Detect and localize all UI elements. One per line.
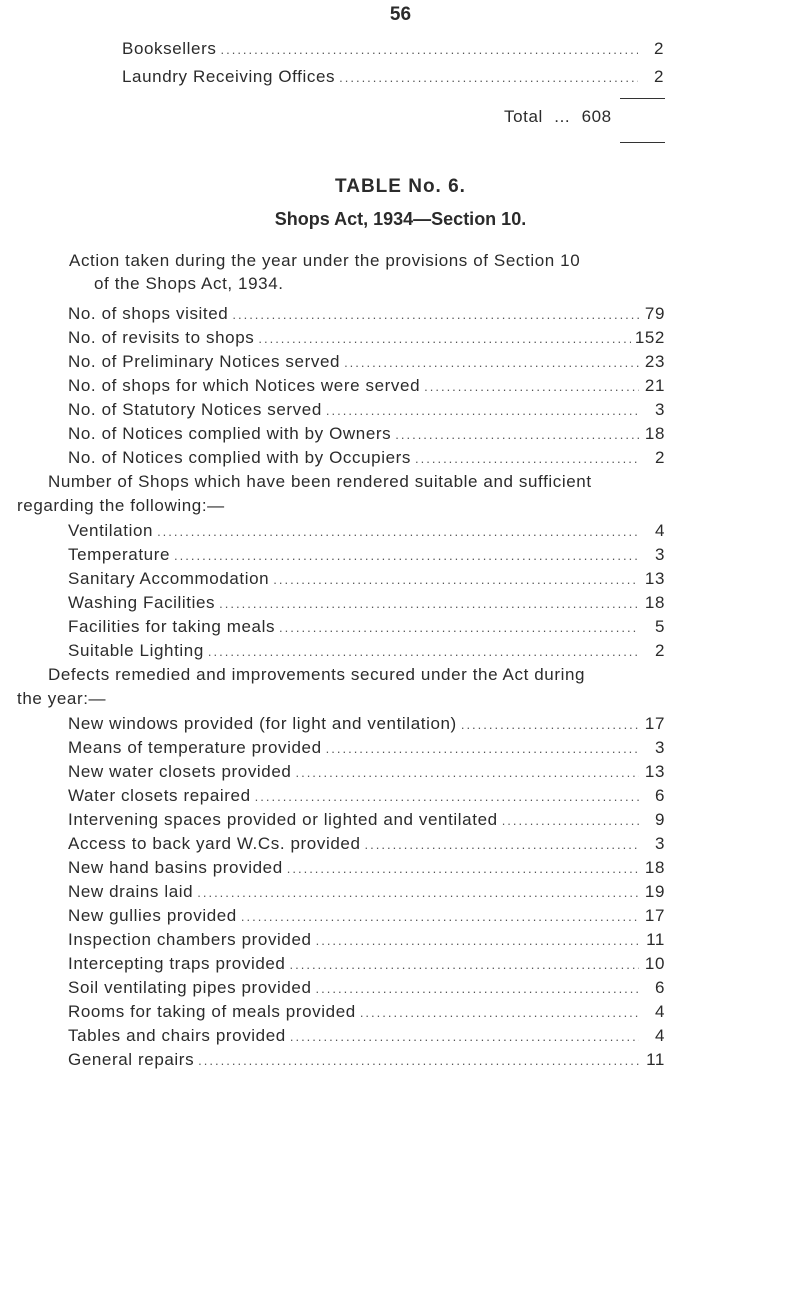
leader-dots <box>220 39 638 61</box>
item-value: 6 <box>654 786 665 805</box>
item-value: 21 <box>644 376 665 395</box>
leader-dots <box>279 617 639 639</box>
leader-dots <box>344 352 639 374</box>
list-item <box>68 857 665 880</box>
list-item <box>68 399 665 422</box>
item-label: No. of Notices complied with by Occupiers <box>68 448 412 467</box>
item-label: Water closets repaired <box>68 786 251 805</box>
list-item <box>68 351 665 374</box>
total-top-rule <box>620 98 665 99</box>
item-label: No. of Notices complied with by Owners <box>68 424 392 443</box>
item-label: General repairs <box>68 1050 195 1069</box>
leader-dots <box>273 569 639 591</box>
item-value: 3 <box>654 738 665 757</box>
list-item <box>68 544 665 567</box>
item-value: 5 <box>654 617 665 636</box>
list-item <box>68 953 665 976</box>
list-item <box>68 713 665 736</box>
list-item <box>68 905 665 928</box>
item-value: 4 <box>654 521 665 540</box>
list-item <box>122 66 664 89</box>
list-item <box>68 616 665 639</box>
leader-dots <box>287 858 639 880</box>
item-label: No. of shops for which Notices were served <box>68 376 421 395</box>
leader-dots <box>157 521 639 543</box>
item-value: 2 <box>654 641 665 660</box>
item-label: Access to back yard W.Cs. provided <box>68 834 361 853</box>
item-value: 18 <box>644 424 665 443</box>
leader-dots <box>219 593 639 615</box>
intro-line-2: of the Shops Act, 1934. <box>94 274 284 293</box>
leader-dots <box>461 714 639 736</box>
leader-dots <box>197 882 639 904</box>
suitable-intro-line-2: regarding the following:— <box>17 496 225 515</box>
leader-dots <box>290 1026 639 1048</box>
list-item <box>68 592 665 615</box>
page-number: 56 <box>389 4 412 25</box>
item-value: 4 <box>654 1002 665 1021</box>
item-value: 17 <box>644 906 665 925</box>
item-value: 13 <box>644 569 665 588</box>
list-item <box>68 568 665 591</box>
leader-dots <box>258 328 630 350</box>
list-item <box>68 640 665 663</box>
leader-dots <box>241 906 639 928</box>
item-label: New hand basins provided <box>68 858 283 877</box>
leader-dots <box>316 930 639 952</box>
item-label: Ventilation <box>68 521 154 540</box>
item-label: Inspection chambers provided <box>68 930 312 949</box>
defects-intro-line-1: Defects remedied and improvements secured under the Act during <box>48 665 586 684</box>
item-label: Tables and chairs provided <box>68 1026 286 1045</box>
leader-dots <box>339 67 638 89</box>
leader-dots <box>316 978 639 1000</box>
total-bottom-rule <box>620 142 665 143</box>
list-item <box>68 423 665 446</box>
list-item <box>68 833 665 856</box>
list-item <box>68 881 665 904</box>
total-dots: ... <box>554 107 571 126</box>
item-label: No. of revisits to shops <box>68 328 255 347</box>
leader-dots <box>290 954 640 976</box>
item-label: Facilities for taking meals <box>68 617 276 636</box>
item-value: 23 <box>644 352 665 371</box>
item-value: 11 <box>646 1050 665 1069</box>
total-row <box>504 107 612 127</box>
list-item <box>68 761 665 784</box>
item-label: Means of temperature provided <box>68 738 322 757</box>
list-item <box>68 1049 665 1072</box>
item-value: 79 <box>644 304 665 323</box>
total-value: 608 <box>581 107 612 126</box>
leader-dots <box>295 762 639 784</box>
item-value: 17 <box>644 714 665 733</box>
list-item <box>68 977 665 1000</box>
item-label: Intercepting traps provided <box>68 954 286 973</box>
item-label: Suitable Lighting <box>68 641 204 660</box>
item-label: Soil ventilating pipes provided <box>68 978 312 997</box>
item-label: New gullies provided <box>68 906 237 925</box>
list-item <box>122 38 664 61</box>
item-label: New water closets provided <box>68 762 292 781</box>
item-label: Booksellers <box>122 39 217 58</box>
leader-dots <box>174 545 639 567</box>
list-item <box>68 1001 665 1024</box>
table-heading: TABLE No. 6. <box>335 176 466 197</box>
item-value: 6 <box>654 978 665 997</box>
leader-dots <box>255 786 639 808</box>
item-label: New windows provided (for light and ventilation) <box>68 714 457 733</box>
item-value: 18 <box>644 858 665 877</box>
item-value: 2 <box>653 39 664 58</box>
item-label: Rooms for taking of meals provided <box>68 1002 356 1021</box>
leader-dots <box>232 304 639 326</box>
list-item <box>68 327 665 350</box>
leader-dots <box>365 834 639 856</box>
item-value: 13 <box>644 762 665 781</box>
leader-dots <box>502 810 639 832</box>
item-label: New drains laid <box>68 882 194 901</box>
item-value: 3 <box>654 834 665 853</box>
list-item <box>68 737 665 760</box>
leader-dots <box>326 400 639 422</box>
leader-dots <box>326 738 639 760</box>
item-label: Intervening spaces provided or lighted and ventilated <box>68 810 498 829</box>
list-item <box>68 1025 665 1048</box>
section-heading: Shops Act, 1934—Section 10. <box>274 209 527 229</box>
item-value: 9 <box>654 810 665 829</box>
total-label: Total <box>504 107 543 126</box>
defects-intro-line-2: the year:— <box>17 689 107 708</box>
item-value: 3 <box>654 400 665 419</box>
item-label: No. of Preliminary Notices served <box>68 352 341 371</box>
list-item <box>68 520 665 543</box>
leader-dots <box>395 424 639 446</box>
item-value: 11 <box>646 930 665 949</box>
item-value: 2 <box>653 67 664 86</box>
item-label: No. of shops visited <box>68 304 229 323</box>
item-value: 10 <box>644 954 665 973</box>
item-label: Washing Facilities <box>68 593 216 612</box>
item-label: Sanitary Accommodation <box>68 569 270 588</box>
list-item <box>68 929 665 952</box>
list-item <box>68 375 665 398</box>
leader-dots <box>198 1050 639 1072</box>
intro-line-1: Action taken during the year under the provisions of Section 10 <box>69 251 581 270</box>
item-label: No. of Statutory Notices served <box>68 400 322 419</box>
list-item <box>68 809 665 832</box>
leader-dots <box>208 641 639 663</box>
suitable-intro-line-1: Number of Shops which have been rendered suitable and sufficient <box>48 472 592 491</box>
leader-dots <box>415 448 639 470</box>
item-value: 3 <box>654 545 665 564</box>
item-value: 2 <box>654 448 665 467</box>
leader-dots <box>424 376 639 398</box>
item-value: 18 <box>644 593 665 612</box>
item-label: Laundry Receiving Offices <box>122 67 336 86</box>
item-value: 152 <box>634 328 665 347</box>
leader-dots <box>360 1002 639 1024</box>
item-label: Temperature <box>68 545 171 564</box>
list-item <box>68 447 665 470</box>
item-value: 4 <box>654 1026 665 1045</box>
item-value: 19 <box>644 882 665 901</box>
list-item <box>68 303 665 326</box>
list-item <box>68 785 665 808</box>
